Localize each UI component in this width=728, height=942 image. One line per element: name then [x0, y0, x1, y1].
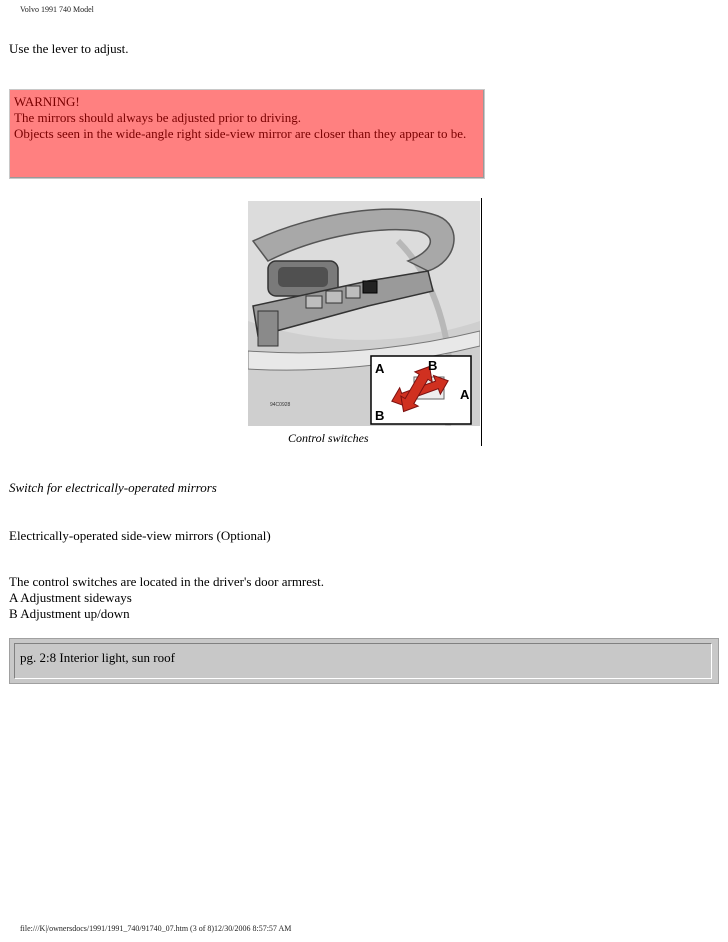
- body-text: [9, 574, 324, 622]
- figure-caption: Control switches: [288, 431, 369, 445]
- figure-divider: [481, 198, 482, 446]
- inset-label-a-left: A: [375, 361, 385, 376]
- next-page-link[interactable]: pg. 2:8 Interior light, sun roof: [20, 650, 175, 665]
- switch-caption: Switch for electrically-operated mirrors: [9, 480, 217, 495]
- intro-text: Use the lever to adjust.: [9, 41, 129, 56]
- inset-label-b-bottom: B: [375, 408, 385, 423]
- body-line-2: A Adjustment sideways: [9, 590, 132, 605]
- inset-label-a-right: A: [460, 387, 470, 402]
- inset-label-b-top: B: [428, 358, 438, 373]
- body-line-3: B Adjustment up/down: [9, 606, 130, 621]
- warning-box: [9, 89, 485, 179]
- control-switches-illustration: [248, 201, 480, 426]
- nav-box: [9, 638, 719, 684]
- warning-line-1: The mirrors should always be adjusted prior to driving.: [14, 110, 302, 125]
- warning-content: [14, 94, 474, 142]
- nav-box-inner: [14, 643, 712, 679]
- warning-title: WARNING!: [14, 94, 80, 109]
- page-header: Volvo 1991 740 Model: [20, 5, 94, 14]
- body-line-1: The control switches are located in the driver's door armrest.: [9, 574, 324, 589]
- page-footer: file:///K|/ownersdocs/1991/1991_740/91740_07.htm (3 of 8)12/30/2006 8:57:57 AM: [20, 924, 292, 933]
- figure-code: 94C0928: [270, 402, 291, 408]
- warning-line-2: Objects seen in the wide-angle right side-view mirror are closer than they appear to be.: [14, 126, 467, 141]
- section-title: Electrically-operated side-view mirrors (Optional): [9, 528, 271, 543]
